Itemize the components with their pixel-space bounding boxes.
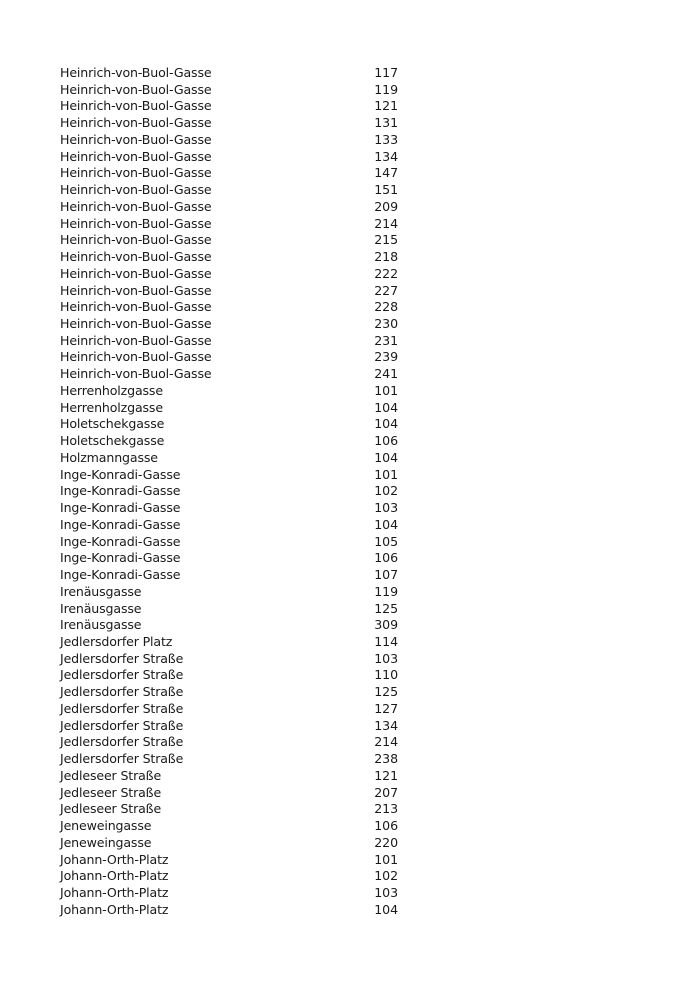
house-number-cell: 131: [374, 115, 398, 131]
table-row: [60, 534, 400, 551]
house-number-cell: 241: [374, 366, 398, 382]
table-row: [60, 283, 400, 300]
house-number-cell: 134: [374, 717, 398, 733]
street-name-cell: Jedlersdorfer Straße: [60, 667, 184, 683]
table-row: [60, 266, 400, 283]
house-number-cell: 227: [374, 282, 398, 298]
street-name-cell: Jedleseer Straße: [60, 784, 162, 800]
house-number-cell: 125: [374, 600, 398, 616]
table-row: [60, 768, 400, 785]
house-number-cell: 151: [374, 182, 398, 198]
house-number-cell: 106: [374, 550, 398, 566]
table-row: [60, 450, 400, 467]
street-name-cell: Inge-Konradi-Gasse: [60, 533, 181, 549]
street-name-cell: Inge-Konradi-Gasse: [60, 516, 181, 532]
street-name-cell: Heinrich-von-Buol-Gasse: [60, 366, 212, 382]
house-number-cell: 106: [374, 818, 398, 834]
street-name-cell: Holetschekgasse: [60, 416, 165, 432]
street-name-cell: Heinrich-von-Buol-Gasse: [60, 316, 212, 332]
street-name-cell: Heinrich-von-Buol-Gasse: [60, 332, 212, 348]
street-name-cell: Johann-Orth-Platz: [60, 901, 169, 917]
street-name-cell: Jedlersdorfer Straße: [60, 650, 184, 666]
street-name-cell: Irenäusgasse: [60, 600, 142, 616]
street-name-cell: Holetschekgasse: [60, 433, 165, 449]
street-name-cell: Jedlersdorfer Straße: [60, 684, 184, 700]
house-number-cell: 102: [374, 868, 398, 884]
house-number-cell: 119: [374, 583, 398, 599]
house-number-cell: 101: [374, 382, 398, 398]
house-number-cell: 134: [374, 148, 398, 164]
house-number-cell: 103: [374, 650, 398, 666]
house-number-cell: 231: [374, 332, 398, 348]
street-name-cell: Irenäusgasse: [60, 617, 142, 633]
street-name-cell: Heinrich-von-Buol-Gasse: [60, 249, 212, 265]
table-row: [60, 868, 400, 885]
house-number-cell: 117: [374, 65, 398, 80]
house-number-cell: 101: [374, 851, 398, 867]
street-name-cell: Heinrich-von-Buol-Gasse: [60, 65, 212, 80]
table-row: [60, 115, 400, 132]
table-row: [60, 98, 400, 115]
house-number-cell: 106: [374, 433, 398, 449]
table-row: [60, 366, 400, 383]
street-name-cell: Heinrich-von-Buol-Gasse: [60, 265, 212, 281]
house-number-cell: 105: [374, 533, 398, 549]
house-number-cell: 104: [374, 516, 398, 532]
street-name-cell: Heinrich-von-Buol-Gasse: [60, 81, 212, 97]
street-name-cell: Heinrich-von-Buol-Gasse: [60, 282, 212, 298]
house-number-cell: 101: [374, 466, 398, 482]
table-row: [60, 567, 400, 584]
street-name-cell: Heinrich-von-Buol-Gasse: [60, 215, 212, 231]
table-row: [60, 132, 400, 149]
table-row: [60, 65, 400, 82]
house-number-cell: 114: [374, 633, 398, 649]
table-row: [60, 751, 400, 768]
house-number-cell: 104: [374, 901, 398, 917]
table-row: [60, 835, 400, 852]
table-row: [60, 400, 400, 417]
street-name-cell: Jeneweingasse: [60, 818, 152, 834]
street-name-cell: Heinrich-von-Buol-Gasse: [60, 115, 212, 131]
table-row: [60, 232, 400, 249]
table-row: [60, 902, 400, 919]
house-number-cell: 214: [374, 734, 398, 750]
table-row: [60, 316, 400, 333]
house-number-cell: 119: [374, 81, 398, 97]
house-number-cell: 103: [374, 884, 398, 900]
table-row: [60, 383, 400, 400]
street-name-cell: Inge-Konradi-Gasse: [60, 466, 181, 482]
table-row: [60, 349, 400, 366]
table-row: [60, 199, 400, 216]
table-row: [60, 500, 400, 517]
table-row: [60, 82, 400, 99]
street-name-cell: Herrenholzgasse: [60, 399, 163, 415]
street-name-cell: Jedleseer Straße: [60, 801, 162, 817]
street-name-cell: Heinrich-von-Buol-Gasse: [60, 165, 212, 181]
house-number-cell: 238: [374, 751, 398, 767]
house-number-cell: 121: [374, 767, 398, 783]
house-number-cell: 102: [374, 483, 398, 499]
table-row: [60, 416, 400, 433]
street-name-cell: Heinrich-von-Buol-Gasse: [60, 349, 212, 365]
table-row: [60, 550, 400, 567]
table-row: [60, 433, 400, 450]
street-name-cell: Heinrich-von-Buol-Gasse: [60, 232, 212, 248]
street-name-cell: Jedlersdorfer Straße: [60, 700, 184, 716]
house-number-cell: 104: [374, 449, 398, 465]
street-name-cell: Jedlersdorfer Straße: [60, 751, 184, 767]
street-name-cell: Heinrich-von-Buol-Gasse: [60, 148, 212, 164]
house-number-cell: 220: [374, 834, 398, 850]
street-name-cell: Johann-Orth-Platz: [60, 868, 169, 884]
house-number-cell: 147: [374, 165, 398, 181]
table-row: [60, 584, 400, 601]
table-row: [60, 734, 400, 751]
street-name-cell: Jedlersdorfer Straße: [60, 734, 184, 750]
house-number-cell: 213: [374, 801, 398, 817]
street-name-cell: Jeneweingasse: [60, 834, 152, 850]
street-name-cell: Irenäusgasse: [60, 583, 142, 599]
street-name-cell: Heinrich-von-Buol-Gasse: [60, 299, 212, 315]
table-row: [60, 885, 400, 902]
street-name-cell: Johann-Orth-Platz: [60, 884, 169, 900]
house-number-cell: 309: [374, 617, 398, 633]
table-row: [60, 684, 400, 701]
table-row: [60, 249, 400, 266]
house-number-cell: 222: [374, 265, 398, 281]
house-number-cell: 215: [374, 232, 398, 248]
table-row: [60, 182, 400, 199]
table-row: [60, 483, 400, 500]
street-name-cell: Herrenholzgasse: [60, 382, 163, 398]
house-number-cell: 125: [374, 684, 398, 700]
table-row: [60, 299, 400, 316]
street-name-cell: Heinrich-von-Buol-Gasse: [60, 198, 212, 214]
table-row: [60, 818, 400, 835]
house-number-cell: 230: [374, 316, 398, 332]
table-row: [60, 801, 400, 818]
house-number-cell: 104: [374, 416, 398, 432]
table-row: [60, 651, 400, 668]
table-row: [60, 216, 400, 233]
address-table: [60, 65, 400, 918]
street-name-cell: Inge-Konradi-Gasse: [60, 550, 181, 566]
table-row: [60, 718, 400, 735]
street-name-cell: Johann-Orth-Platz: [60, 851, 169, 867]
house-number-cell: 110: [374, 667, 398, 683]
table-row: [60, 785, 400, 802]
table-row: [60, 601, 400, 618]
house-number-cell: 214: [374, 215, 398, 231]
house-number-cell: 209: [374, 198, 398, 214]
house-number-cell: 103: [374, 500, 398, 516]
house-number-cell: 207: [374, 784, 398, 800]
house-number-cell: 228: [374, 299, 398, 315]
table-row: [60, 149, 400, 166]
street-name-cell: Inge-Konradi-Gasse: [60, 500, 181, 516]
house-number-cell: 107: [374, 567, 398, 583]
house-number-cell: 104: [374, 399, 398, 415]
table-row: [60, 467, 400, 484]
table-row: [60, 701, 400, 718]
street-name-cell: Heinrich-von-Buol-Gasse: [60, 182, 212, 198]
street-name-cell: Inge-Konradi-Gasse: [60, 483, 181, 499]
street-name-cell: Holzmanngasse: [60, 449, 158, 465]
street-name-cell: Inge-Konradi-Gasse: [60, 567, 181, 583]
table-row: [60, 617, 400, 634]
house-number-cell: 133: [374, 131, 398, 147]
house-number-cell: 218: [374, 249, 398, 265]
street-name-cell: Heinrich-von-Buol-Gasse: [60, 131, 212, 147]
street-name-cell: Jedlersdorfer Platz: [60, 633, 173, 649]
street-name-cell: Jedlersdorfer Straße: [60, 717, 184, 733]
table-row: [60, 667, 400, 684]
house-number-cell: 127: [374, 700, 398, 716]
street-name-cell: Heinrich-von-Buol-Gasse: [60, 98, 212, 114]
table-row: [60, 852, 400, 869]
table-row: [60, 634, 400, 651]
house-number-cell: 239: [374, 349, 398, 365]
house-number-cell: 121: [374, 98, 398, 114]
table-row: [60, 517, 400, 534]
street-name-cell: Jedleseer Straße: [60, 767, 162, 783]
table-row: [60, 165, 400, 182]
table-row: [60, 333, 400, 350]
